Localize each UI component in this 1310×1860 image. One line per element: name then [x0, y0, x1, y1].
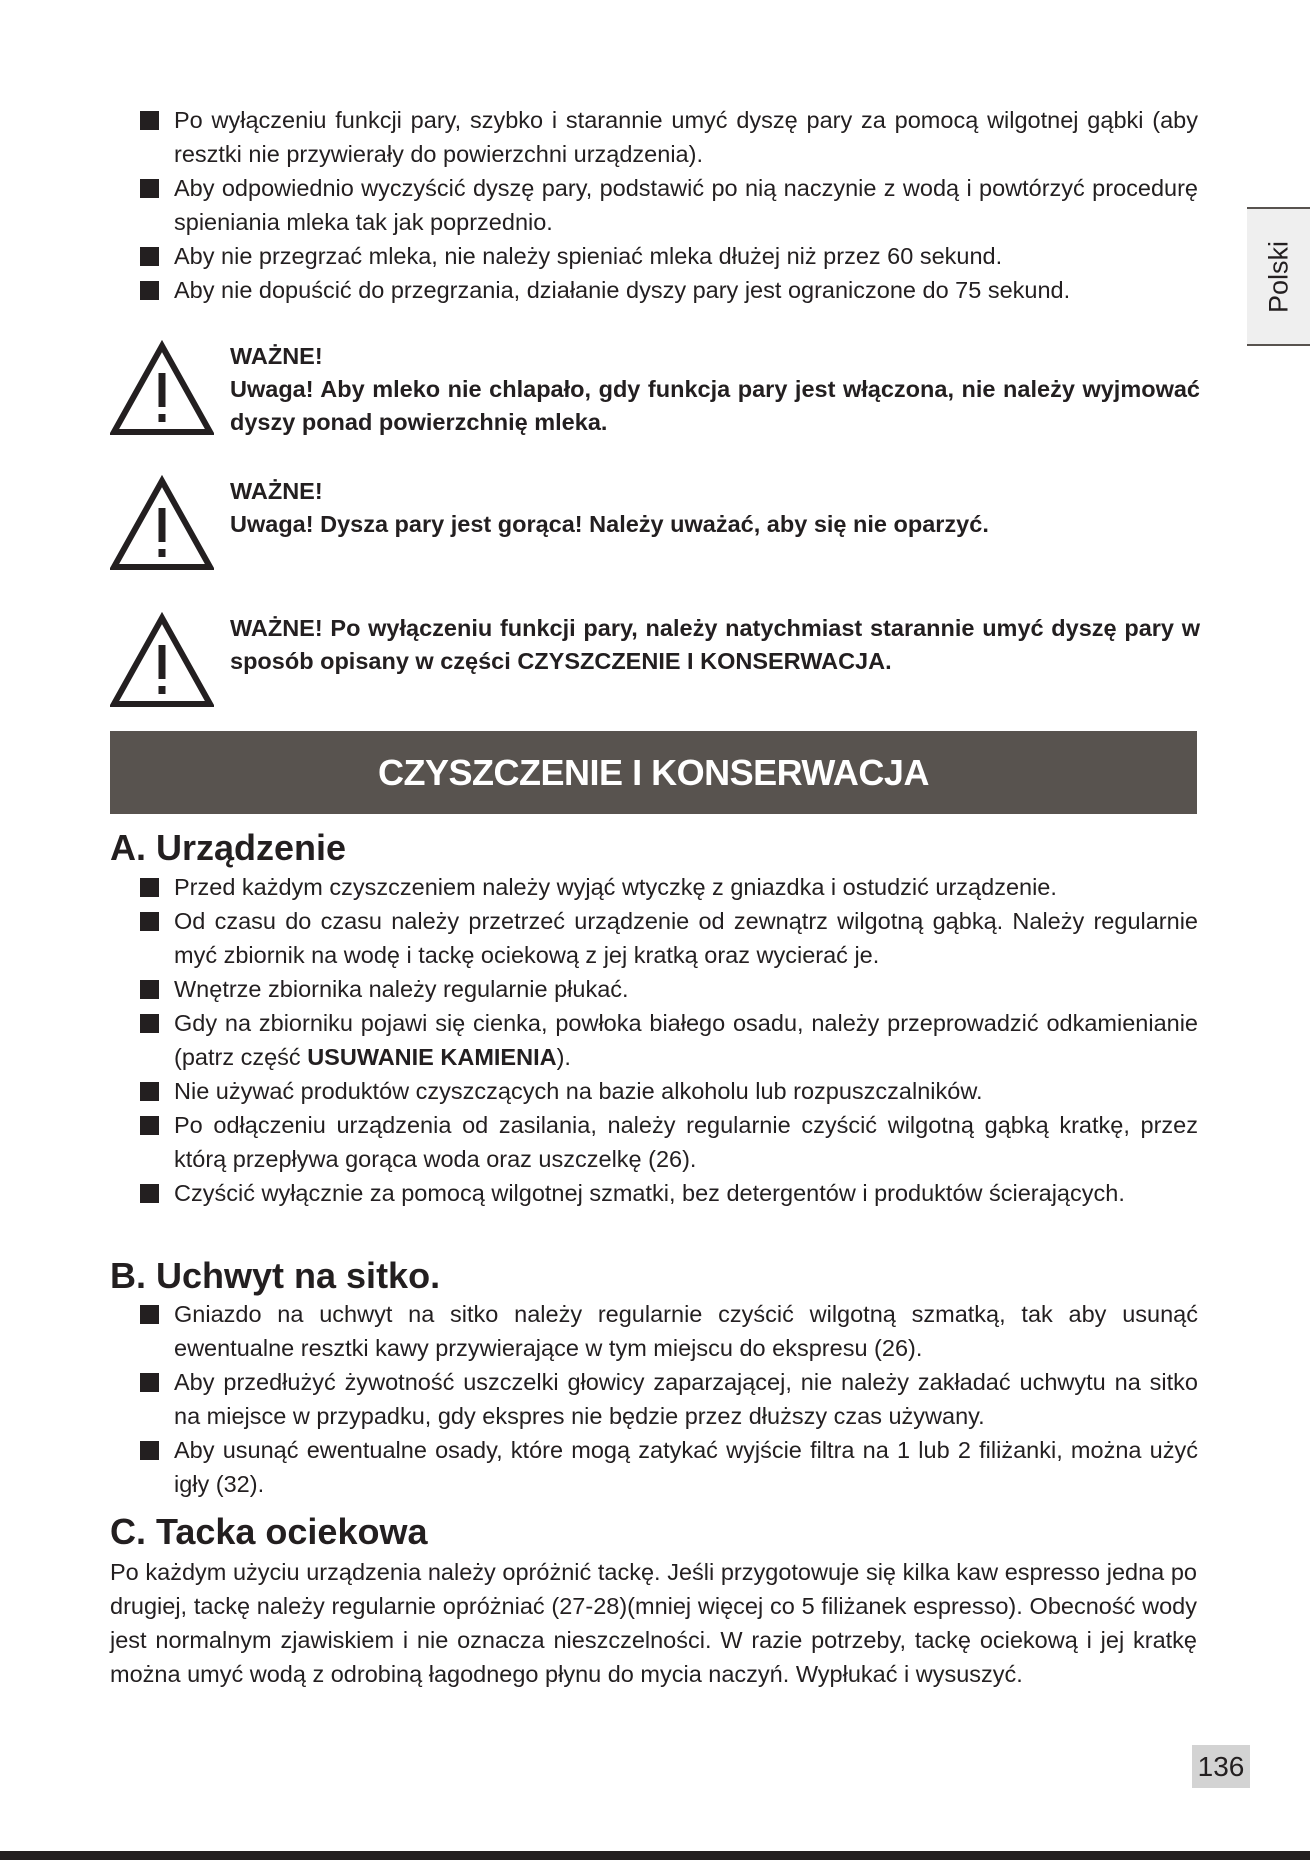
- list-item: Po odłączeniu urządzenia od zasilania, należy regularnie czyścić wilgotną gąbką kratkę, przez którą przepływa gorąca woda oraz uszczelkę (26).: [140, 1108, 1198, 1176]
- language-tab: [1247, 207, 1310, 346]
- list-item: Aby nie przegrzać mleka, nie należy spieniać mleka dłużej niż przez 60 sekund.: [140, 239, 1198, 273]
- language-tab-label: Polski: [1263, 240, 1293, 313]
- device-cleaning-list: [140, 870, 1198, 1210]
- warning-text: Uwaga! Aby mleko nie chlapało, gdy funkcja pary jest włączona, nie należy wyjmować dyszy ponad powierzchnię mleka.: [230, 376, 1200, 435]
- bullet-square-icon: [140, 1184, 159, 1203]
- bullet-square-icon: [140, 111, 159, 130]
- warning-title: WAŻNE!: [230, 343, 323, 369]
- warning-title: WAŻNE! Po wyłączeniu funkcji pary, należy natychmiast starannie umyć dyszę pary w sposób opisany w części CZYSZCZENIE I KONSERWACJA.: [230, 615, 1200, 674]
- subsection-title-b: B. Uchwyt na sitko.: [110, 1255, 441, 1296]
- list-item: Przed każdym czyszczeniem należy wyjąć wtyczkę z gniazdka i ostudzić urządzenie.: [140, 870, 1198, 904]
- bullet-square-icon: [140, 980, 159, 999]
- list-item: Gdy na zbiorniku pojawi się cienka, powłoka białego osadu, należy przeprowadzić odkamienianie (patrz część USUWANIE KAMIENIA).: [140, 1006, 1198, 1074]
- warning-text: Uwaga! Dysza pary jest gorąca! Należy uważać, aby się nie oparzyć.: [230, 511, 989, 537]
- warning-title: WAŻNE!: [230, 478, 323, 504]
- bullet-square-icon: [140, 1082, 159, 1101]
- section-header: [110, 731, 1197, 814]
- steam-cleaning-list: [140, 103, 1198, 307]
- page-number: 136: [1192, 1745, 1250, 1788]
- bullet-square-icon: [140, 912, 159, 931]
- bullet-square-icon: [140, 878, 159, 897]
- subsection-title-c: C. Tacka ociekowa: [110, 1511, 428, 1552]
- list-item: Nie używać produktów czyszczących na bazie alkoholu lub rozpuszczalników.: [140, 1074, 1198, 1108]
- list-item: Aby usunąć ewentualne osady, które mogą zatykać wyjście filtra na 1 lub 2 filiżanki, można użyć igły (32).: [140, 1433, 1198, 1501]
- bullet-square-icon: [140, 247, 159, 266]
- filter-holder-list: [140, 1297, 1198, 1501]
- list-item: Od czasu do czasu należy przetrzeć urządzenie od zewnątrz wilgotną gąbką. Należy regularnie myć zbiornik na wodę i tackę ociekową z jej kratką oraz wycierać je.: [140, 904, 1198, 972]
- bullet-square-icon: [140, 179, 159, 198]
- bullet-square-icon: [140, 281, 159, 300]
- drip-tray-paragraph: Po każdym użyciu urządzenia należy opróżnić tackę. Jeśli przygotowuje się kilka kaw espresso jedna po drugiej, tackę należy regularnie opróżniać (27-28)(mniej więcej co 5 filiżanek espresso). Obecność wody jest normalnym zjawiskiem i nie oznacza nieszczelności. W razie potrzeby, tackę ociekową i jej kratkę można umyć wodą z odrobiną łagodnego płynu do mycia naczyń. Wypłukać i wysuszyć.: [110, 1559, 1197, 1687]
- bullet-square-icon: [140, 1116, 159, 1135]
- warning-triangle-icon: [110, 340, 214, 437]
- bottom-rule: [0, 1851, 1310, 1860]
- list-item: Aby nie dopuścić do przegrzania, działanie dyszy pary jest ograniczone do 75 sekund.: [140, 273, 1198, 307]
- list-item: Wnętrze zbiornika należy regularnie płukać.: [140, 972, 1198, 1006]
- list-item: Po wyłączeniu funkcji pary, szybko i starannie umyć dyszę pary za pomocą wilgotnej gąbki (aby resztki nie przywierały do powierzchni urządzenia).: [140, 103, 1198, 171]
- section-title: CZYSZCZENIE I KONSERWACJA: [378, 751, 929, 793]
- warning-triangle-icon: [110, 475, 214, 572]
- list-item: Gniazdo na uchwyt na sitko należy regularnie czyścić wilgotną szmatką, tak aby usunąć ewentualne resztki kawy przywierające w tym miejscu do ekspresu (26).: [140, 1297, 1198, 1365]
- bullet-square-icon: [140, 1441, 159, 1460]
- warning-triangle-icon: [110, 612, 214, 709]
- bullet-square-icon: [140, 1305, 159, 1324]
- cross-reference-descaling: USUWANIE KAMIENIA: [307, 1044, 557, 1070]
- subsection-title-a: A. Urządzenie: [110, 827, 347, 868]
- list-item: Czyścić wyłącznie za pomocą wilgotnej szmatki, bez detergentów i produktów ścierających.: [140, 1176, 1198, 1210]
- list-item: Aby przedłużyć żywotność uszczelki głowicy zaparzającej, nie należy zakładać uchwytu na sitko na miejsce w przypadku, gdy ekspres nie będzie przez dłuższy czas używany.: [140, 1365, 1198, 1433]
- list-item: Aby odpowiednio wyczyścić dyszę pary, podstawić po nią naczynie z wodą i powtórzyć procedurę spieniania mleka tak jak poprzednio.: [140, 171, 1198, 239]
- bullet-square-icon: [140, 1373, 159, 1392]
- bullet-square-icon: [140, 1014, 159, 1033]
